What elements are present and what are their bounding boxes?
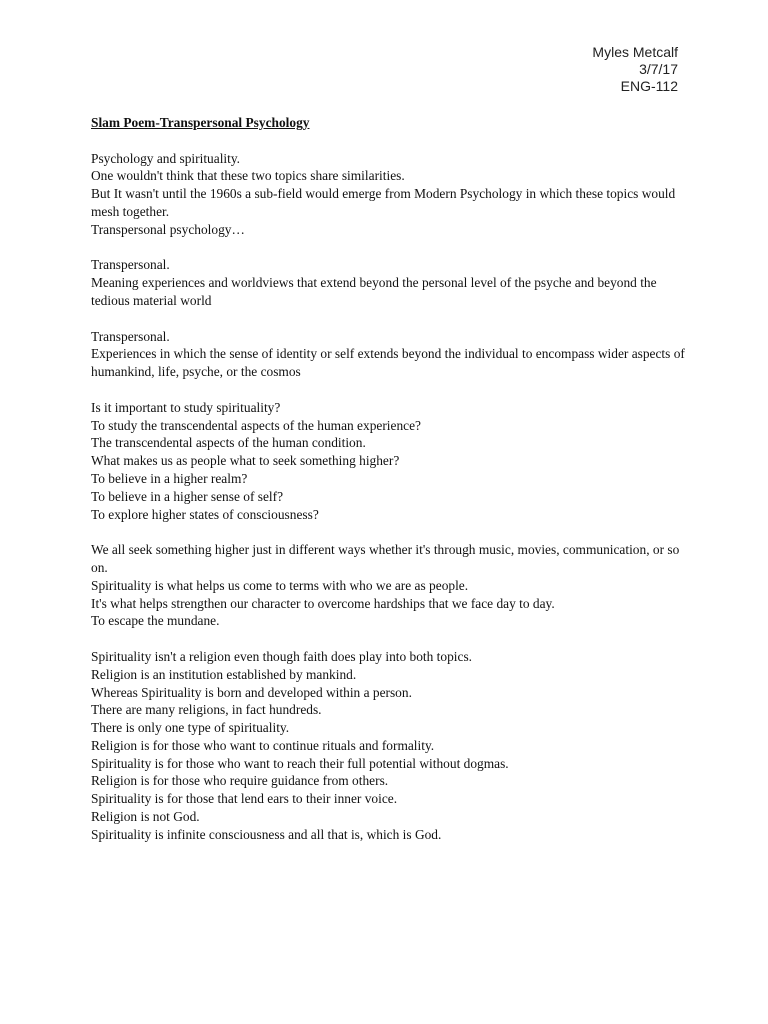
poem-stanza: [91, 150, 691, 239]
poem-line: Transpersonal.: [91, 257, 170, 273]
poem-line: There is only one type of spirituality.: [91, 720, 290, 736]
poem-stanza: [91, 328, 691, 381]
poem-line: What makes us as people what to seek something higher?: [91, 453, 400, 469]
poem-line: There are many religions, in fact hundreds.: [91, 702, 322, 718]
poem-line: To explore higher states of consciousness?: [91, 506, 319, 522]
document-header: [592, 44, 678, 95]
poem-line: Religion is not God.: [91, 809, 200, 825]
poem-stanza: [91, 256, 691, 309]
poem-line: Religion is for those who require guidance from others.: [91, 773, 389, 789]
poem-title: Slam Poem-Transpersonal Psychology: [91, 115, 310, 130]
poem-line: We all seek something higher just in different ways whether it's through music, movies, communication, or so on.: [91, 542, 680, 575]
poem-body: [91, 114, 691, 844]
poem-stanza: [91, 648, 691, 844]
poem-line: Spirituality is what helps us come to terms with who we are as people.: [91, 577, 469, 593]
poem-line: To believe in a higher sense of self?: [91, 488, 284, 504]
document-date: 3/7/17: [639, 61, 678, 77]
author-name: Myles Metcalf: [592, 44, 678, 60]
poem-line: Religion is for those who want to continue rituals and formality.: [91, 737, 435, 753]
poem-stanza: [91, 399, 691, 524]
poem-line: To escape the mundane.: [91, 613, 220, 629]
course-code: ENG-112: [620, 78, 678, 94]
poem-stanza: [91, 541, 691, 630]
poem-stanzas: [91, 150, 691, 844]
poem-line: To believe in a higher realm?: [91, 470, 248, 486]
poem-line: The transcendental aspects of the human condition.: [91, 435, 366, 451]
poem-line: Transpersonal psychology…: [91, 221, 245, 237]
poem-line: Is it important to study spirituality?: [91, 399, 281, 415]
poem-line: Spirituality is for those that lend ears to their inner voice.: [91, 791, 398, 807]
poem-line: Experiences in which the sense of identity or self extends beyond the individual to encompass wider aspects of humankind, life, psyche, or the cosmos: [91, 346, 685, 380]
poem-line: Transpersonal.: [91, 328, 170, 344]
poem-line: Meaning experiences and worldviews that extend beyond the personal level of the psyche and beyond the tedious material world: [91, 275, 657, 308]
poem-line: Spirituality is for those who want to reach their full potential without dogmas.: [91, 755, 509, 771]
poem-line: One wouldn't think that these two topics share similarities.: [91, 168, 405, 184]
poem-line: To study the transcendental aspects of the human experience?: [91, 417, 421, 433]
poem-line: Spirituality is infinite consciousness and all that is, which is God.: [91, 826, 442, 842]
poem-line: Whereas Spirituality is born and developed within a person.: [91, 684, 412, 700]
poem-line: Psychology and spirituality.: [91, 150, 241, 166]
poem-line: It's what helps strengthen our character to overcome hardships that we face day to day.: [91, 595, 555, 611]
poem-line: Religion is an institution established by mankind.: [91, 666, 357, 682]
poem-line: Spirituality isn't a religion even though faith does play into both topics.: [91, 648, 473, 664]
poem-line: But It wasn't until the 1960s a sub-field would emerge from Modern Psychology in which these topics would mesh together.: [91, 186, 676, 219]
